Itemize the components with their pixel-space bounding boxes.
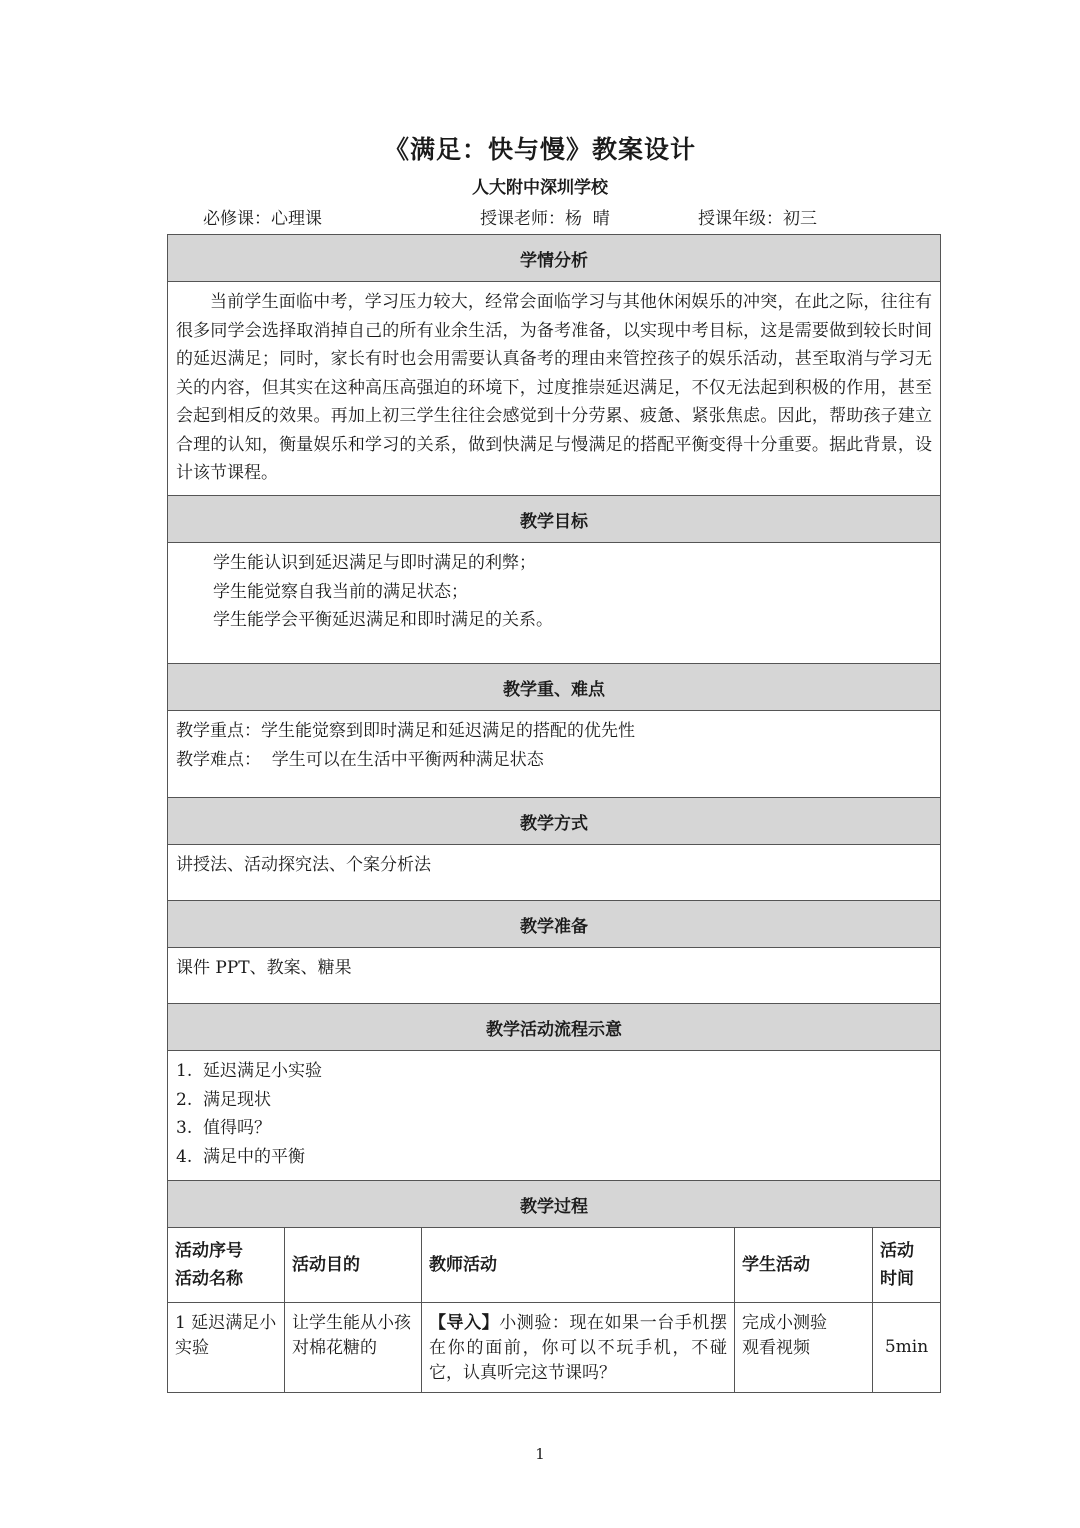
flow-item: 3. 值得吗？ xyxy=(176,1118,272,1138)
section-header-prep: 教学准备 xyxy=(168,901,941,948)
method-cell xyxy=(168,845,941,901)
col-header-seq xyxy=(168,1228,285,1303)
row1-time: 5min xyxy=(873,1303,941,1393)
section-header-method: 教学方式 xyxy=(168,798,941,845)
page-number: 1 xyxy=(535,1445,545,1463)
row1-teacher xyxy=(422,1303,735,1393)
col-header-time-line1: 活动 xyxy=(880,1241,914,1261)
course-type: 必修课：心理课 xyxy=(203,209,322,229)
flow-item: 1. 延迟满足小实验 xyxy=(176,1061,323,1081)
method-text: 讲授法、活动探究法、个案分析法 xyxy=(176,855,431,875)
school-name: 人大附中深圳学校 xyxy=(472,178,608,198)
goal-item: 学生能认识到延迟满足与即时满足的利弊； xyxy=(213,553,536,573)
row1-purpose: 让学生能从小孩对棉花糖的 xyxy=(285,1303,422,1393)
col-header-teacher: 教师活动 xyxy=(422,1228,735,1303)
lesson-plan-table xyxy=(167,234,941,1393)
goals-cell xyxy=(168,543,941,664)
flow-item: 2. 满足现状 xyxy=(176,1089,272,1110)
col-header-purpose: 活动目的 xyxy=(285,1228,422,1303)
analysis-cell xyxy=(168,282,941,496)
col-header-student: 学生活动 xyxy=(735,1228,873,1303)
col-header-seq-line1: 活动序号 xyxy=(175,1241,243,1261)
key-point-text: 教学重点：学生能觉察到即时满足和延迟满足的搭配的优先性 xyxy=(176,721,635,741)
row1-student-line1: 完成小测验 xyxy=(742,1313,827,1333)
flow-item: 4. 满足中的平衡 xyxy=(176,1146,306,1167)
grade-level: 授课年级：初三 xyxy=(698,209,817,229)
page-title: 《满足：快与慢》教案设计 xyxy=(383,135,696,164)
goal-item: 学生能学会平衡延迟满足和即时满足的关系。 xyxy=(213,610,553,630)
analysis-text: 当前学生面临中考，学习压力较大，经常会面临学习与其他休闲娱乐的冲突，在此之际，往往有很多同学会选择取消掉自己的所有业余生活，为备考准备，以实现中考目标，这是需要做到较长时间的延迟满足；同时，家长有时也会用需要认真备考的理由来管控孩子的娱乐活动，甚至取消与学习无关的内容，但其实在这种高压高强迫的环境下，过度推崇延迟满足，不仅无法起到积极的作用，甚至会起到相反的效果。再加上初三学生往往会感觉到十分劳累、疲惫、紧张焦虑。因此，帮助孩子建立合理的认知，衡量娱乐和学习的关系，做到快满足与慢满足的搭配平衡变得十分重要。据此背景，设计该节课程。 xyxy=(176,292,933,483)
section-header-goals: 教学目标 xyxy=(168,496,941,543)
section-header-process: 教学过程 xyxy=(168,1181,941,1228)
col-header-time-line2: 时间 xyxy=(880,1269,914,1289)
row1-teacher-tag: 【导入】 xyxy=(429,1313,500,1333)
section-header-key-points: 教学重、难点 xyxy=(168,664,941,711)
prep-cell xyxy=(168,948,941,1004)
flow-cell xyxy=(168,1051,941,1181)
section-header-flow: 教学活动流程示意 xyxy=(168,1004,941,1051)
row1-student xyxy=(735,1303,873,1393)
row1-name: 1 延迟满足小实验 xyxy=(168,1303,285,1393)
teacher-name: 授课老师：杨 晴 xyxy=(480,209,610,229)
prep-text: 课件 PPT、教案、糖果 xyxy=(176,958,352,978)
col-header-time xyxy=(873,1228,941,1303)
col-header-seq-line2: 活动名称 xyxy=(175,1269,243,1289)
section-header-analysis: 学情分析 xyxy=(168,235,941,282)
row1-student-line2: 观看视频 xyxy=(742,1338,810,1358)
key-points-cell xyxy=(168,711,941,798)
goal-item: 学生能觉察自我当前的满足状态； xyxy=(213,581,468,602)
row1-teacher-text: 小测验：现在如果一台手机摆在你的面前，你可以不玩手机，不碰它，认真听完这节课吗？ xyxy=(429,1313,727,1383)
difficulty-text: 教学难点： 学生可以在生活中平衡两种满足状态 xyxy=(176,749,544,770)
